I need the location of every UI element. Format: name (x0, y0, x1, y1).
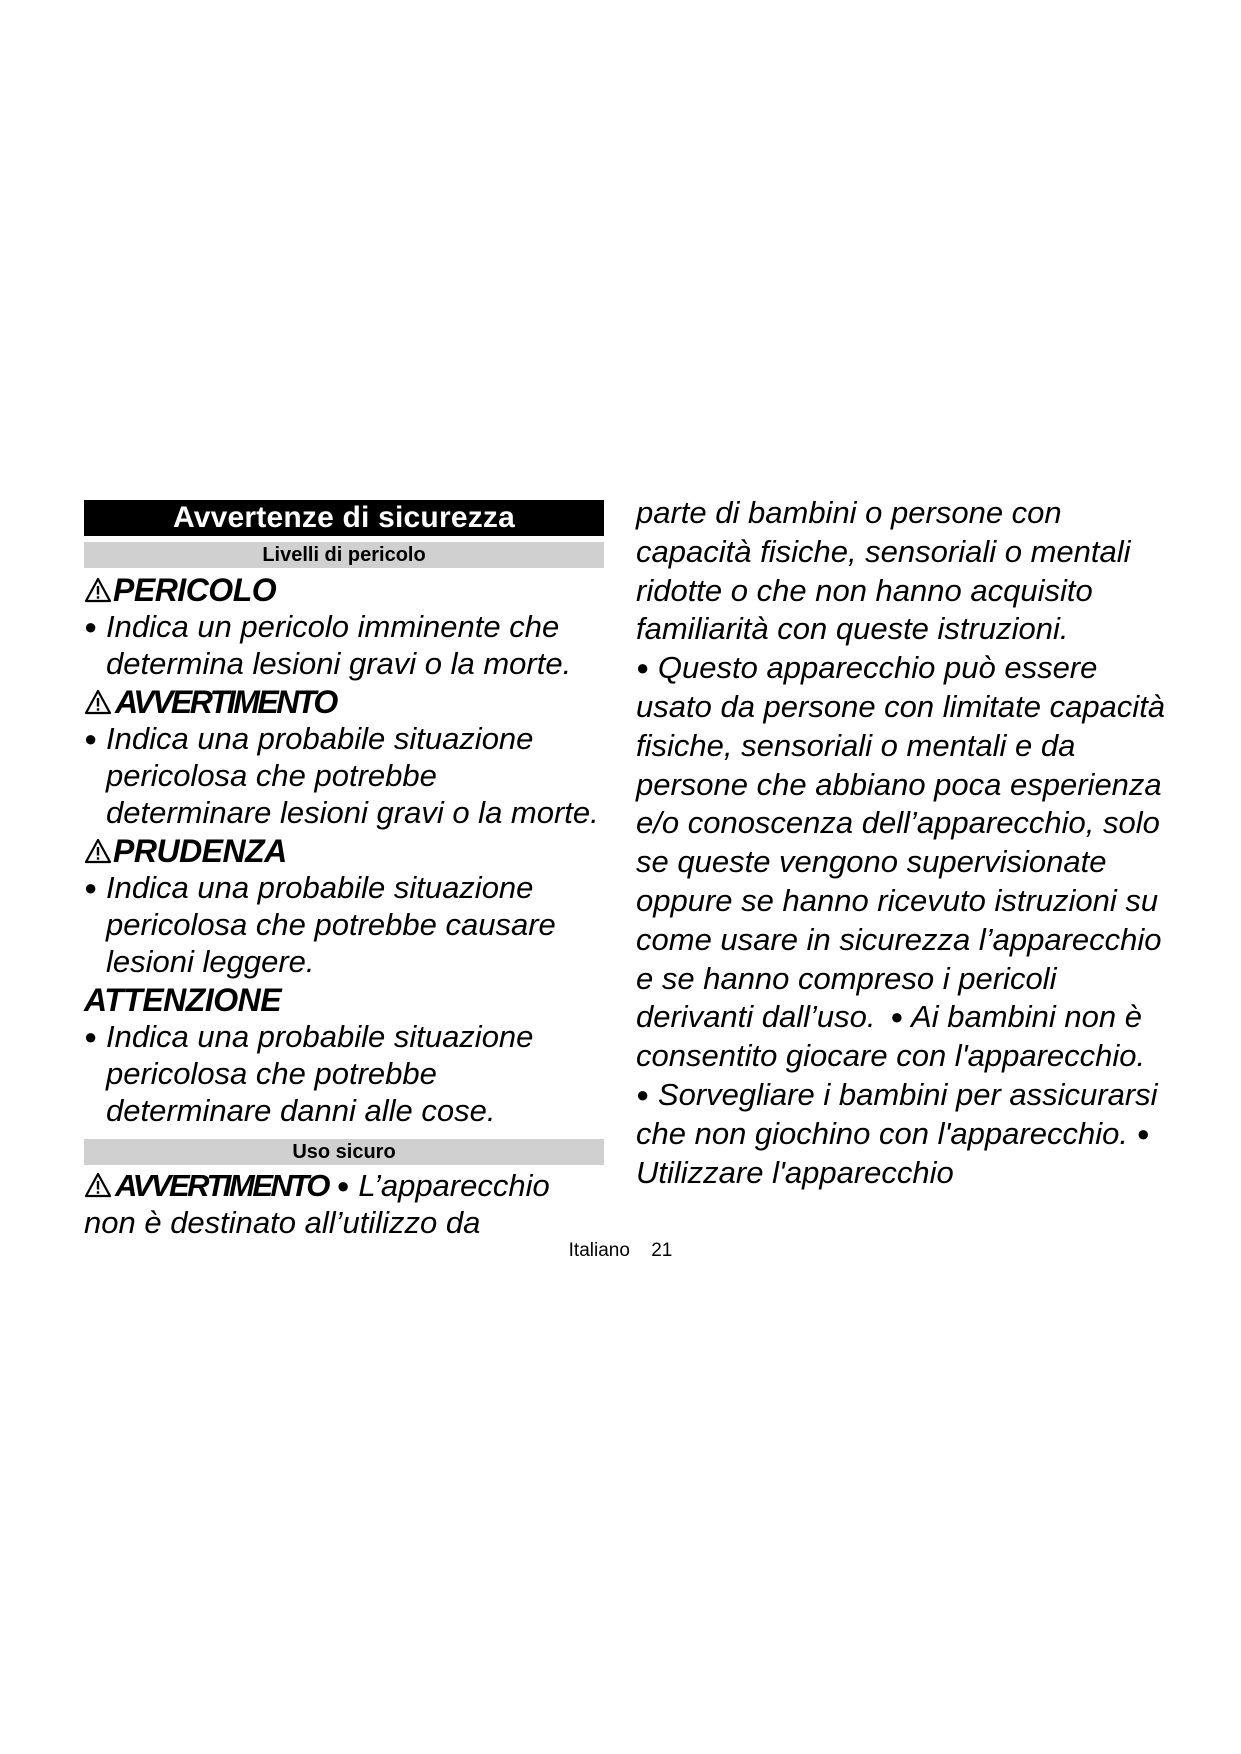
warning-triangle-icon (84, 1172, 112, 1198)
bullet-icon: ● (636, 655, 650, 681)
bullet-icon: ● (84, 1024, 98, 1049)
page-number: 21 (651, 1240, 673, 1261)
bullet-icon: ● (84, 726, 98, 751)
left-column (84, 500, 604, 1241)
safe-use-subtitle: Uso sicuro (84, 1139, 604, 1165)
attenzione-description: ● Indica una probabile situazione pericolosa che potrebbe determinare danni alle cose. (84, 1019, 534, 1128)
safe-use-warning-label: AVVERTIMENTO (115, 1168, 328, 1203)
bullet-icon: ● (336, 1173, 350, 1198)
bullet-icon: ● (1136, 1120, 1150, 1146)
bullet-icon: ● (84, 614, 98, 639)
avvertimento-description: ● Indica una probabile situazione pericolosa che potrebbe determinare lesioni gravi o la morte. (84, 721, 599, 830)
safe-use-continuation: parte di bambini o persone con capacità fisiche, sensoriali o mentali ridotte o che non hanno acquisito familiarità con queste istruzioni. (636, 495, 1131, 647)
safe-use-bullet-4: Utilizzare l'apparecchio (636, 1154, 954, 1190)
safe-use-body (636, 494, 1181, 1192)
prudenza-label: PRUDENZA (113, 833, 287, 869)
section-title: Avvertenze di sicurezza (84, 500, 604, 536)
page-footer (0, 1240, 1241, 1262)
warning-triangle-icon (84, 577, 112, 603)
danger-levels-subtitle: Livelli di pericolo (84, 542, 604, 568)
bullet-icon: ● (884, 1004, 904, 1030)
safe-use-bullet-1: Questo apparecchio può essere usato da persone con limitate capacità fisiche, sensoriali o mentali e da persone che abbiano poca esperienza e/o conoscenza dell’apparecchio, solo se queste vengono supervisionate oppure se hanno ricevuto istruzioni su come usare in sicurezza l’apparecchio e se hanno compreso i pericoli derivanti dall’uso. (636, 650, 1166, 1035)
pericolo-description: ● Indica un pericolo imminente che determina lesioni gravi o la morte. (84, 609, 572, 681)
avvertimento-heading (84, 684, 604, 720)
safe-use-bullet-2: Ai bambini non è consentito giocare con l'apparecchio. (636, 999, 1146, 1074)
pericolo-label: PERICOLO (113, 572, 277, 608)
right-column (636, 494, 1181, 1192)
prudenza-heading (84, 833, 604, 869)
pericolo-heading (84, 572, 604, 608)
bullet-icon: ● (636, 1081, 650, 1107)
safe-use-bullet-3: Sorvegliare i bambini per assicurarsi che non giochino con l'apparecchio. (636, 1076, 1158, 1151)
warning-triangle-icon (84, 689, 112, 715)
safe-use-intro-text: L’apparecchio non è destinato all’utilizzo da (84, 1168, 550, 1240)
avvertimento-label: AVVERTIMENTO (115, 684, 336, 720)
footer-language: Italiano (568, 1240, 630, 1261)
prudenza-description: ● Indica una probabile situazione pericolosa che potrebbe causare lesioni leggere. (84, 870, 556, 979)
attenzione-label: ATTENZIONE (84, 982, 282, 1018)
attenzione-heading (84, 982, 604, 1018)
bullet-icon: ● (84, 875, 98, 900)
warning-triangle-icon (84, 838, 112, 864)
safe-use-intro (84, 1167, 604, 1241)
